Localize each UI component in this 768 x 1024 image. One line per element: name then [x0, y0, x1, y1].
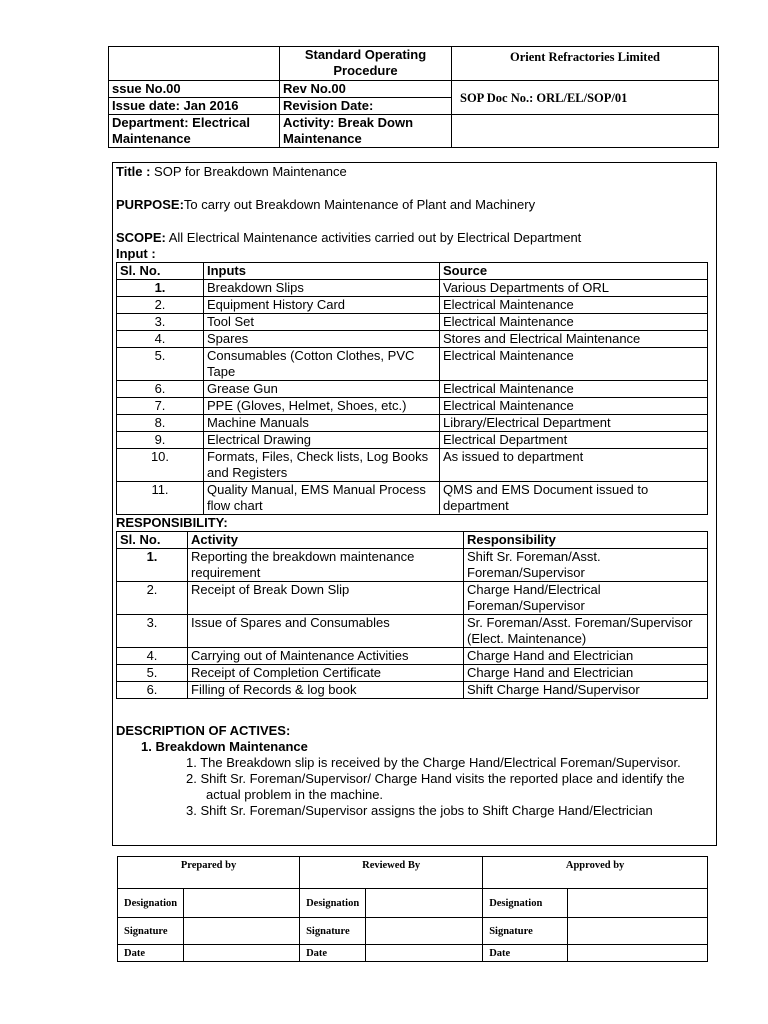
detail-cell: Charge Hand and Electrician	[464, 665, 708, 682]
date-field[interactable]	[366, 945, 483, 962]
inputs-row	[117, 297, 708, 314]
date-label: Date	[118, 945, 184, 962]
rev-no: Rev No.00	[280, 81, 452, 98]
description-label: DESCRIPTION OF ACTIVES:	[116, 723, 291, 738]
detail-cell: Electrical Maintenance	[440, 314, 708, 331]
responsibility-row	[117, 615, 708, 648]
sl-no-cell: 8.	[117, 415, 204, 432]
item-cell: Spares	[204, 331, 440, 348]
sl-no-cell: 4.	[117, 648, 188, 665]
header-table	[108, 46, 719, 148]
purpose-text: To carry out Breakdown Maintenance of Plant and Machinery	[183, 197, 536, 212]
inputs-row	[117, 314, 708, 331]
section-heading: 1. Breakdown Maintenance	[141, 739, 308, 754]
inputs-row	[117, 398, 708, 415]
item-cell: Tool Set	[204, 314, 440, 331]
item-cell: Carrying out of Maintenance Activities	[188, 648, 464, 665]
scope-label: SCOPE:	[116, 230, 166, 245]
approved-by-label: Approved by	[483, 857, 708, 889]
reviewed-by-label: Reviewed By	[300, 857, 483, 889]
detail-cell: Various Departments of ORL	[440, 280, 708, 297]
purpose-line	[116, 197, 713, 213]
item-cell: Electrical Drawing	[204, 432, 440, 449]
responsibility-row	[117, 549, 708, 582]
activity: Activity: Break Down Maintenance	[280, 115, 452, 148]
sl-no-cell: 7.	[117, 398, 204, 415]
responsibility-table	[116, 531, 708, 699]
resp-header-row	[117, 532, 708, 549]
date-field[interactable]	[184, 945, 300, 962]
date-label: Date	[300, 945, 366, 962]
scope-text: All Electrical Maintenance activities carried out by Electrical Department	[165, 230, 582, 245]
title-text: SOP for Breakdown Maintenance	[150, 164, 347, 179]
signature-label: Signature	[118, 918, 184, 945]
item-cell: Receipt of Break Down Slip	[188, 582, 464, 615]
col-header: Inputs	[204, 263, 440, 280]
inputs-row	[117, 482, 708, 515]
item-cell: Consumables (Cotton Clothes, PVC Tape	[204, 348, 440, 381]
sl-no-cell: 3.	[117, 314, 204, 331]
col-header: Activity	[188, 532, 464, 549]
step-item: 2. Shift Sr. Foreman/Supervisor/ Charge Hand visits the reported place and identify the actual problem in the machine.	[186, 771, 685, 802]
item-cell: Equipment History Card	[204, 297, 440, 314]
sl-no-cell: 3.	[117, 615, 188, 648]
step-item: 1. The Breakdown slip is received by the Charge Hand/Electrical Foreman/Supervisor.	[186, 755, 681, 770]
sl-no-cell: 10.	[117, 449, 204, 482]
sl-no-cell: 2.	[117, 297, 204, 314]
sop-title: Standard Operating Procedure	[280, 47, 452, 81]
sl-no-cell: 1.	[117, 549, 188, 582]
prepared-by-label: Prepared by	[118, 857, 300, 889]
signature-field[interactable]	[568, 918, 708, 945]
date-field[interactable]	[568, 945, 708, 962]
designation-field[interactable]	[184, 889, 300, 918]
item-cell: Breakdown Slips	[204, 280, 440, 297]
input-label: Input :	[116, 246, 156, 261]
company-name: Orient Refractories Limited	[452, 47, 719, 81]
issue-date: Issue date: Jan 2016	[109, 98, 280, 115]
detail-cell: Charge Hand/Electrical Foreman/Supervisor	[464, 582, 708, 615]
inputs-row	[117, 449, 708, 482]
sl-no-cell: 11.	[117, 482, 204, 515]
sop-doc-no: SOP Doc No.: ORL/EL/SOP/01	[452, 81, 719, 115]
sl-no-cell: 2.	[117, 582, 188, 615]
inputs-table	[116, 262, 708, 515]
signature-field[interactable]	[184, 918, 300, 945]
inputs-row	[117, 348, 708, 381]
date-label: Date	[483, 945, 568, 962]
designation-field[interactable]	[366, 889, 483, 918]
purpose-label: PURPOSE:	[116, 197, 184, 212]
designation-label: Designation	[118, 889, 184, 918]
col-header: Source	[440, 263, 708, 280]
designation-label: Designation	[300, 889, 366, 918]
item-cell: Formats, Files, Check lists, Log Books and Registers	[204, 449, 440, 482]
designation-label: Designation	[483, 889, 568, 918]
item-cell: PPE (Gloves, Helmet, Shoes, etc.)	[204, 398, 440, 415]
revision-date: Revision Date:	[280, 98, 452, 115]
sl-no-cell: 1.	[117, 280, 204, 297]
scope-line	[116, 230, 713, 246]
department: Department: Electrical Maintenance	[109, 115, 280, 148]
sop-body	[112, 162, 717, 846]
signature-label: Signature	[300, 918, 366, 945]
description-section	[116, 723, 713, 819]
sl-no-cell: 4.	[117, 331, 204, 348]
title-line	[116, 164, 713, 180]
detail-cell: Electrical Maintenance	[440, 297, 708, 314]
header-blank-cell	[452, 115, 719, 148]
title-label: Title :	[116, 164, 151, 179]
col-header: Sl. No.	[117, 263, 204, 280]
detail-cell: Shift Sr. Foreman/Asst. Foreman/Supervisor	[464, 549, 708, 582]
detail-cell: Electrical Maintenance	[440, 381, 708, 398]
sl-no-cell: 5.	[117, 665, 188, 682]
signature-label: Signature	[483, 918, 568, 945]
detail-cell: QMS and EMS Document issued to department	[440, 482, 708, 515]
responsibility-row	[117, 648, 708, 665]
item-cell: Filling of Records & log book	[188, 682, 464, 699]
detail-cell: Sr. Foreman/Asst. Foreman/Supervisor (Elect. Maintenance)	[464, 615, 708, 648]
header-blank-cell	[109, 47, 280, 81]
designation-field[interactable]	[568, 889, 708, 918]
detail-cell: As issued to department	[440, 449, 708, 482]
signature-field[interactable]	[366, 918, 483, 945]
inputs-header-row	[117, 263, 708, 280]
inputs-row	[117, 280, 708, 297]
item-cell: Machine Manuals	[204, 415, 440, 432]
responsibility-row	[117, 582, 708, 615]
col-header: Sl. No.	[117, 532, 188, 549]
responsibility-row	[117, 682, 708, 699]
sl-no-cell: 9.	[117, 432, 204, 449]
item-cell: Receipt of Completion Certificate	[188, 665, 464, 682]
sl-no-cell: 6.	[117, 381, 204, 398]
item-cell: Quality Manual, EMS Manual Process flow chart	[204, 482, 440, 515]
responsibility-label: RESPONSIBILITY:	[116, 515, 228, 530]
responsibility-row	[117, 665, 708, 682]
sl-no-cell: 6.	[117, 682, 188, 699]
issue-no: ssue No.00	[109, 81, 280, 98]
item-cell: Reporting the breakdown maintenance requirement	[188, 549, 464, 582]
detail-cell: Shift Charge Hand/Supervisor	[464, 682, 708, 699]
item-cell: Grease Gun	[204, 381, 440, 398]
inputs-row	[117, 415, 708, 432]
item-cell: Issue of Spares and Consumables	[188, 615, 464, 648]
inputs-row	[117, 381, 708, 398]
signature-table	[117, 856, 708, 962]
detail-cell: Electrical Department	[440, 432, 708, 449]
detail-cell: Electrical Maintenance	[440, 398, 708, 415]
col-header: Responsibility	[464, 532, 708, 549]
inputs-row	[117, 331, 708, 348]
detail-cell: Library/Electrical Department	[440, 415, 708, 432]
inputs-row	[117, 432, 708, 449]
detail-cell: Stores and Electrical Maintenance	[440, 331, 708, 348]
detail-cell: Charge Hand and Electrician	[464, 648, 708, 665]
sl-no-cell: 5.	[117, 348, 204, 381]
detail-cell: Electrical Maintenance	[440, 348, 708, 381]
step-item: 3. Shift Sr. Foreman/Supervisor assigns the jobs to Shift Charge Hand/Electrician	[186, 803, 653, 818]
